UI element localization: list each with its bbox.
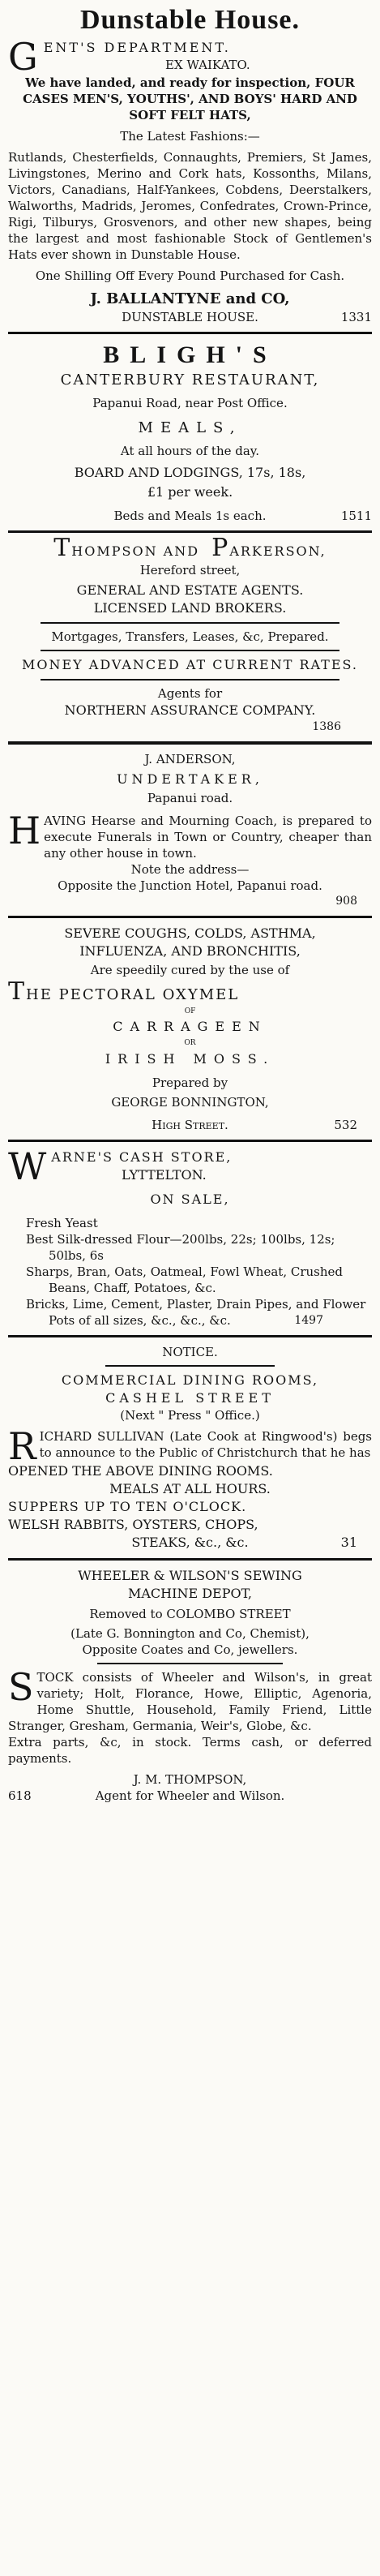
body: ICHARD SULLIVAN (Late Cook at Ringwood's) begs to announce to the Public of Christchurch that he has — [39, 1429, 372, 1460]
ad-number: 532 — [334, 1118, 357, 1132]
extra-parts: Extra parts, &c, in stock. Terms cash, or deferred payments. — [8, 1735, 372, 1766]
divider — [41, 679, 339, 680]
town: LYTTELTON. — [122, 1167, 207, 1183]
product-cap: T — [8, 977, 27, 1006]
street: CASHEL STREET — [105, 1390, 275, 1406]
ad-number: 618 — [8, 1788, 32, 1803]
product-title: HE PECTORAL OXYMEL — [26, 986, 240, 1003]
divider — [97, 1663, 283, 1664]
anderson-undertaker-ad — [8, 751, 372, 909]
dunstable-house-ad — [8, 3, 372, 325]
title-cap-t: T — [53, 534, 72, 562]
beds-text: Beds and Meals 1s each. — [113, 509, 267, 523]
week-text: £1 per week. — [147, 484, 233, 500]
board-text: BOARD AND LODGINGS, 17s, 18s, — [74, 465, 306, 480]
brokers-line: LICENSED LAND BROKERS. — [93, 600, 287, 616]
trade: UNDERTAKER, — [117, 771, 263, 787]
firm-address: DUNSTABLE HOUSE. — [122, 310, 258, 324]
agent-for: Agent for Wheeler and Wilson. — [95, 1788, 285, 1803]
drop-cap: S — [8, 1665, 34, 1709]
headline: COMMERCIAL DINING ROOMS, — [61, 1372, 319, 1388]
headline-2: MACHINE DEPOT, — [127, 1586, 252, 1601]
late-of: (Late G. Bonnington and Co, Chemist), — [70, 1626, 310, 1641]
agent-name: J. M. THOMPSON, — [133, 1772, 247, 1787]
ex-waikato: EX WAIKATO. — [165, 58, 250, 72]
ad-title — [8, 534, 372, 562]
ad-number: 1511 — [340, 509, 372, 523]
street: Hereford street, — [139, 563, 241, 577]
headline-1: SEVERE COUGHS, COLDS, ASTHMA, — [64, 925, 316, 941]
body-text — [8, 809, 372, 861]
divider — [105, 1365, 275, 1367]
newspaper-ad-column — [8, 0, 372, 1804]
goods-item: Bricks, Lime, Cement, Plaster, Drain Pipes, and Flower Pots of all sizes, &c., &c., &c. — [26, 1297, 366, 1328]
body-text — [8, 1424, 372, 1468]
divider — [8, 530, 372, 533]
drop-cap: W — [8, 1144, 49, 1188]
road: Papanui road. — [147, 791, 233, 805]
address: Papanui Road, near Post Office. — [92, 396, 288, 410]
thompson-parkerson-ad — [8, 534, 372, 735]
money-line: MONEY ADVANCED AT CURRENT RATES. — [21, 657, 359, 672]
fashions-heading: The Latest Fashions:— — [120, 129, 260, 144]
name: J. ANDERSON, — [144, 752, 236, 766]
ad-title: BLIGH'S — [103, 341, 277, 368]
carrageen: CARRAGEEN — [113, 1019, 267, 1034]
title-part-2: ARKERSON, — [229, 543, 327, 559]
agent-line — [8, 1788, 372, 1804]
title-cap-p: P — [211, 534, 230, 562]
divider — [8, 916, 372, 918]
drop-cap: G — [8, 35, 41, 79]
headline-1: WHEELER & WILSON'S SEWING — [78, 1568, 302, 1583]
divider — [41, 650, 339, 651]
steaks-line — [8, 1534, 372, 1552]
suppers-line: SUPPERS UP TO TEN O'CLOCK. — [8, 1499, 247, 1514]
divider — [8, 1335, 372, 1337]
intro-text: We have landed, and ready for inspection, FOUR CASES MEN'S, YOUTHS', AND BOYS' HARD AND SOFT FELT HATS, — [23, 75, 357, 122]
divider — [8, 1558, 372, 1561]
pectoral-oxymel-ad — [8, 925, 372, 1133]
hours-text: At all hours of the day. — [120, 444, 260, 458]
meals-heading: MEALS, — [138, 419, 242, 436]
note: Note the address— — [130, 862, 250, 877]
meals-line: MEALS AT ALL HOURS. — [109, 1481, 271, 1496]
opposite: Opposite the Junction Hotel, Papanui road. — [58, 878, 322, 893]
on-sale: ON SALE, — [150, 1191, 230, 1207]
ad-title: Dunstable House. — [79, 5, 301, 35]
wheeler-wilson-ad — [8, 1567, 372, 1804]
warnes-cash-store-ad — [8, 1144, 372, 1329]
street-line — [8, 1117, 372, 1133]
department-label: ENT'S DEPARTMENT. — [43, 40, 231, 55]
next-to: (Next " Press " Office.) — [120, 1408, 260, 1423]
opened-line: OPENED THE ABOVE DINING ROOMS. — [8, 1463, 273, 1479]
ad-number: 1331 — [340, 310, 372, 324]
drop-cap: R — [8, 1424, 36, 1468]
divider — [8, 1140, 372, 1142]
dining-rooms-ad — [8, 1344, 372, 1552]
welsh-line: WELSH RABBITS, OYSTERS, CHOPS, — [8, 1517, 258, 1532]
firm-name: J. BALLANTYNE and CO, — [90, 290, 290, 307]
steaks: STEAKS, &c., &c. — [131, 1535, 249, 1550]
divider — [8, 741, 372, 745]
product-name — [8, 977, 372, 1006]
of-text: OF — [184, 1007, 196, 1015]
removed-to: Removed to COLOMBO STREET — [89, 1607, 291, 1621]
goods-item: Fresh Yeast — [26, 1216, 98, 1230]
hat-list: Rutlands, Chesterfields, Connaughts, Premiers, St James, Livingstones, Merino and Cork hats, Kossonths, Milans, Victors, Canadians, Half-Yankees, Cobdens, Deerstalkers, Walworths, Madrids, Jeromes, Confedrates, Crown-Prince, Rigi, Tilburys, Grosvenors, and other new shapes, being the largest and most fashionable Stock of Gentlemen's Hats ever shown in Dunstable House. — [8, 150, 372, 262]
headline-2: INFLUENZA, AND BRONCHITIS, — [79, 943, 301, 959]
divider — [41, 622, 339, 624]
title-part-1: HOMPSON AND — [71, 543, 200, 559]
ad-number: 1386 — [312, 720, 341, 733]
body: AVING Hearse and Mourning Coach, is prepared to execute Funerals in Town or Country, cheaper than any other house in town. — [44, 814, 372, 861]
company-name: NORTHERN ASSURANCE COMPANY. — [64, 702, 316, 718]
or-text: OR — [184, 1039, 196, 1047]
stock-text — [8, 1665, 372, 1734]
notice: NOTICE. — [162, 1345, 218, 1359]
mortgages-line: Mortgages, Transfers, Leases, &c, Prepared. — [51, 629, 329, 644]
body: TOCK consists of Wheeler and Wilson's, in great variety; Holt, Florance, Howe, Elliptic, Agenoria, Home Shuttle, Household, Family Friend, Little Stranger, Gresham, Germania, Weir's, Globe, &c. — [8, 1670, 372, 1733]
title: ARNE'S CASH STORE, — [51, 1149, 233, 1165]
agents-for: Agents for — [157, 686, 223, 701]
opposite: Opposite Coates and Co, jewellers. — [82, 1642, 298, 1657]
discount-note: One Shilling Off Every Pound Purchased for Cash. — [35, 268, 345, 283]
agents-line: GENERAL AND ESTATE AGENTS. — [76, 582, 304, 598]
drop-cap: H — [8, 809, 41, 852]
ad-number: 31 — [340, 1535, 357, 1550]
blighs-restaurant-ad — [8, 341, 372, 524]
street: High Street. — [152, 1118, 228, 1132]
ad-number: 1497 — [294, 1314, 323, 1327]
divider — [8, 332, 372, 334]
goods-item: Sharps, Bran, Oats, Oatmeal, Fowl Wheat, Crushed Beans, Chaff, Potatoes, &c. — [26, 1264, 343, 1295]
firm-address-line — [8, 309, 372, 325]
chemist-name: GEORGE BONNINGTON, — [111, 1095, 269, 1110]
cured-text: Are speedily cured by the use of — [90, 963, 290, 977]
goods-item: Best Silk-dressed Flour—200lbs, 22s; 100lbs, 12s; 50lbs, 6s — [26, 1232, 335, 1263]
irish-moss: IRISH MOSS. — [105, 1051, 275, 1067]
goods-list — [8, 1215, 372, 1329]
ad-number: 908 — [335, 895, 357, 908]
beds-line — [8, 508, 372, 524]
prepared-by: Prepared by — [152, 1075, 228, 1090]
ad-subtitle: CANTERBURY RESTAURANT, — [60, 371, 320, 389]
